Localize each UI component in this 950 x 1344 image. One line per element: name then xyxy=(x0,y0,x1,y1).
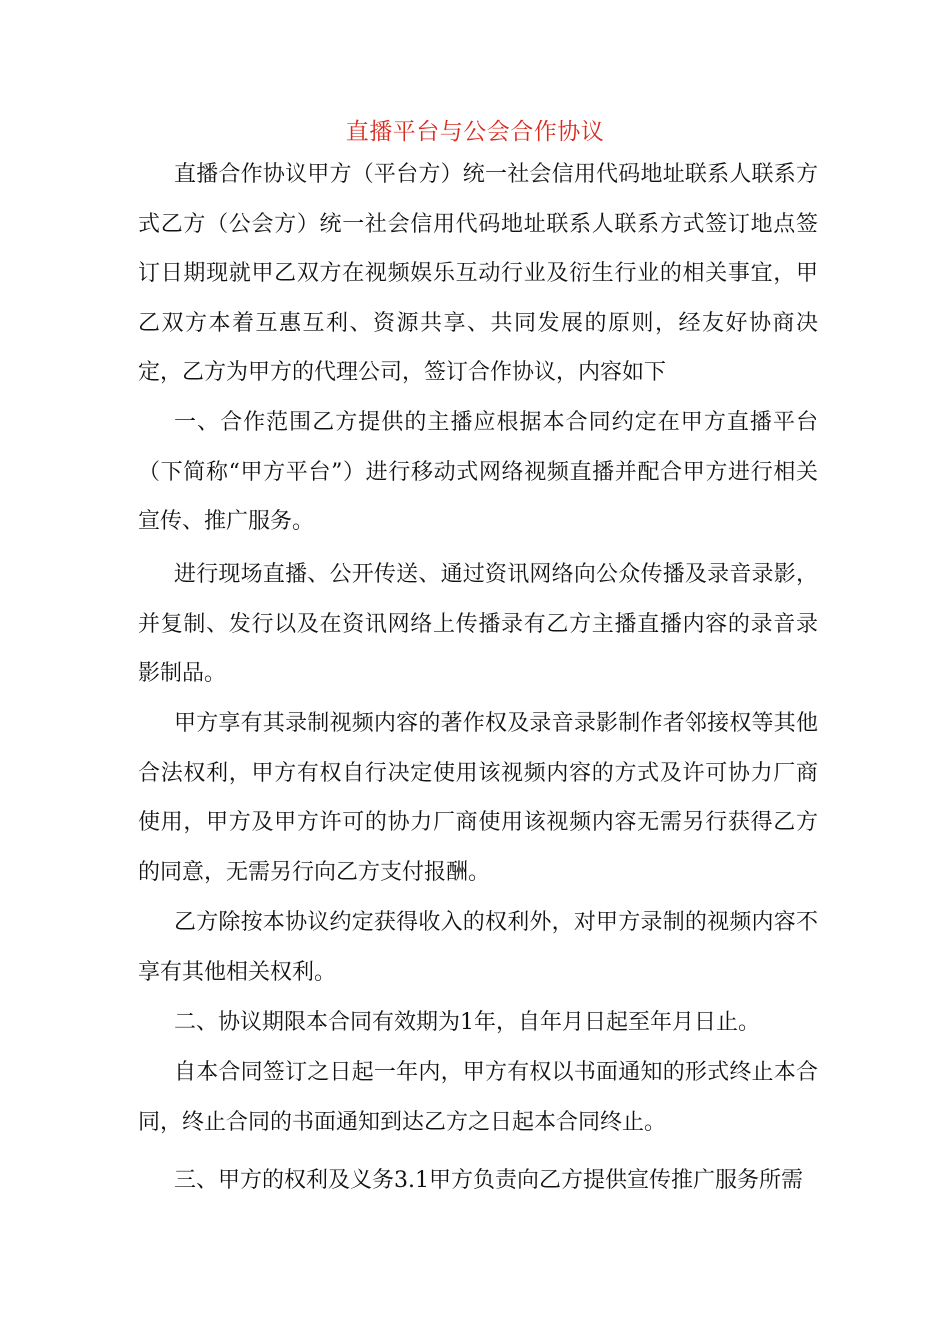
paragraph-termination: 自本合同签订之日起一年内，甲方有权以书面通知的形式终止本合同，终止合同的书面通知到达乙方之日起本合同终止。 xyxy=(138,1060,818,1135)
paragraph-rights-limit: 乙方除按本协议约定获得收入的权利外，对甲方录制的视频内容不享有其他相关权利。 xyxy=(138,910,818,985)
paragraph-term: 二、协议期限本合同有效期为1年，自年月日起至年月日止。 xyxy=(174,1010,760,1035)
paragraph-copyright: 甲方享有其录制视频内容的著作权及录音录影制作者邻接权等其他合法权利，甲方有权自行决定使用该视频内容的方式及许可协力厂商使用，甲方及甲方许可的协力厂商使用该视频内容无需另行获得乙方的同意，无需另行向乙方支付报酬。 xyxy=(138,711,818,885)
paragraph-broadcast: 进行现场直播、公开传送、通过资讯网络向公众传播及录音录影，并复制、发行以及在资讯网络上传播录有乙方主播直播内容的录音录影制品。 xyxy=(138,562,818,686)
document-title: 直播平台与公会合作协议 xyxy=(345,119,605,145)
paragraph-party-a-duties: 三、甲方的权利及义务3.1甲方负责向乙方提供宣传推广服务所需 xyxy=(174,1168,803,1193)
paragraph-scope: 一、合作范围乙方提供的主播应根据本合同约定在甲方直播平台（下简称“甲方平台”）进行移动式网络视频直播并配合甲方进行相关宣传、推广服务。 xyxy=(138,410,818,534)
paragraph-preamble: 直播合作协议甲方（平台方）统一社会信用代码地址联系人联系方式乙方（公会方）统一社会信用代码地址联系人联系方式签订地点签订日期现就甲乙双方在视频娱乐互动行业及衍生行业的相关事宜，甲乙双方本着互惠互利、资源共享、共同发展的原则，经友好协商决定，乙方为甲方的代理公司，签订合作协议，内容如下 xyxy=(138,162,818,385)
